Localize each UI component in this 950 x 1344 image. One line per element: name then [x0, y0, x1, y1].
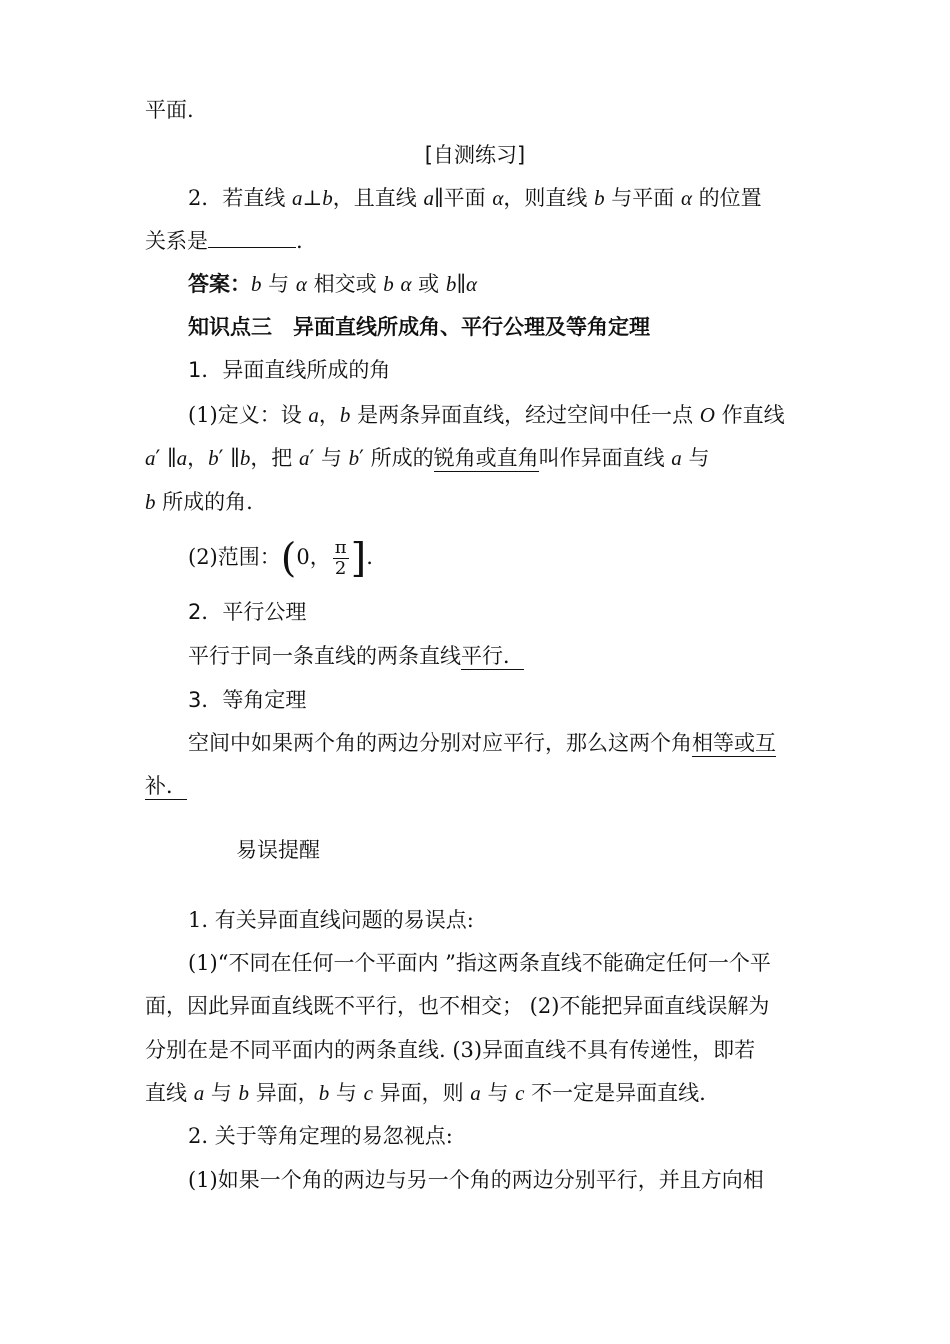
knowledge-point-3-heading: 知识点三 异面直线所成角、平行公理及等角定理	[188, 315, 650, 339]
section-2-title: 2．平行公理	[188, 600, 307, 624]
range-line: (2)范围：(0， $\frac{\pi}{2}$ ].	[188, 535, 373, 582]
self-test-header: [自测练习]	[424, 143, 526, 167]
error-point-1-line-2: 面，因此异面直线既不平行，也不相交； (2)不能把异面直线误解为	[145, 994, 770, 1018]
error-point-1-line-3: 分别在是不同平面内的两条直线. (3)异面直线不具有传递性，即若	[145, 1038, 756, 1062]
underlined-answer-equal-or-supplementary: 相等或互	[692, 731, 776, 755]
definition-line-1: (1)定义：设 a，b 是两条异面直线，经过空间中任一点 O 作直线	[188, 403, 785, 427]
definition-line-3: b 所成的角.	[145, 490, 253, 514]
underlined-answer-parallel: 平行．	[461, 644, 524, 668]
continuation-line: 平面.	[145, 98, 194, 122]
equal-angle-text-line-2: 补．	[145, 774, 187, 798]
answer-blank	[208, 227, 296, 248]
error-point-2-line-1: (1)如果一个角的两边与另一个角的两边分别平行，并且方向相	[188, 1168, 764, 1192]
equal-angle-text-line-1: 空间中如果两个角的两边分别对应平行，那么这两个角相等或互	[188, 731, 776, 755]
error-point-1-title: 1. 有关异面直线问题的易误点:	[188, 908, 474, 932]
error-point-1-line-4: 直线 a 与 b 异面，b 与 c 异面，则 a 与 c 不一定是异面直线.	[145, 1081, 706, 1105]
pi-over-2-fraction: $\frac{\pi}{2}$	[334, 537, 347, 579]
section-1-title: 1．异面直线所成的角	[188, 358, 391, 382]
error-point-2-title: 2. 关于等角定理的易忽视点:	[188, 1124, 453, 1148]
section-3-title: 3．等角定理	[188, 688, 307, 712]
parallel-axiom-text: 平行于同一条直线的两条直线平行．	[188, 644, 524, 668]
common-errors-title: 易误提醒	[236, 838, 320, 862]
question-2-line-2: 关系是 .	[145, 229, 303, 253]
answer-line: 答案：b 与 α 相交或 b α 或 b∥α	[188, 272, 478, 296]
definition-line-2: a′ ∥a，b′ ∥b，把 a′ 与 b′ 所成的锐角或直角叫作异面直线 a 与	[145, 446, 710, 470]
underlined-answer-acute-or-right: 锐角或直角	[433, 446, 539, 470]
question-2-line-1: 2．若直线 a⊥b，且直线 a∥平面 α，则直线 b 与平面 α 的位置	[188, 186, 762, 210]
error-point-1-line-1: (1)“不同在任何一个平面内 ”指这两条直线不能确定任何一个平	[188, 951, 771, 975]
